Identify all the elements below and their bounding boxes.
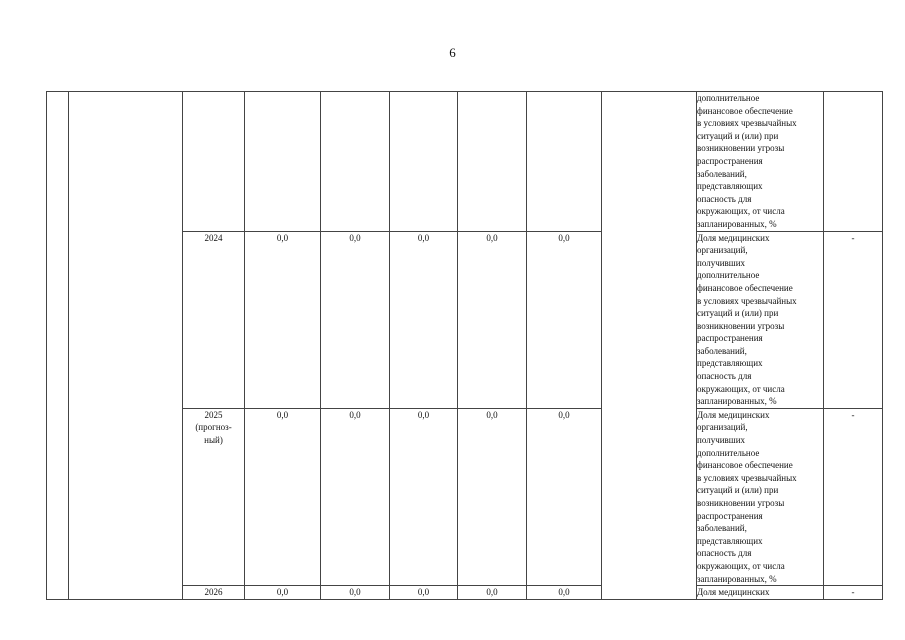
- cell-value: [458, 92, 527, 232]
- cell-number: [47, 92, 69, 600]
- cell-target: [824, 92, 883, 232]
- cell-value: 0,0: [321, 408, 390, 585]
- year-label: 2025 (прогноз- ный): [195, 409, 232, 446]
- cell-year: [183, 92, 245, 232]
- cell-year: [183, 586, 245, 600]
- cell-value: 0,0: [245, 586, 321, 600]
- year-label: 2026: [204, 587, 223, 598]
- cell-year: [183, 408, 245, 585]
- indicator-text: Доля медицинских организаций, получивших дополнительное финансовое обеспечение в условиях чрезвычайных ситуаций и (или) при возникновении угрозы распространения заболеваний, представляющих опасность для окружающих, от числа запланированных, %: [697, 232, 797, 407]
- cell-target: -: [824, 408, 883, 585]
- cell-value: 0,0: [458, 408, 527, 585]
- cell-value: 0,0: [321, 231, 390, 408]
- cell-year: [183, 231, 245, 408]
- cell-value: 0,0: [458, 231, 527, 408]
- cell-indicator: [697, 586, 824, 600]
- cell-value: 0,0: [321, 586, 390, 600]
- indicator-text: Доля медицинских: [697, 587, 770, 598]
- indicator-text: дополнительное финансовое обеспечение в условиях чрезвычайных ситуаций и (или) при возникновении угрозы распространения заболеваний, представляющих опасность для окружающих, от числа запланированных, %: [697, 93, 797, 229]
- cell-indicator: [697, 408, 824, 585]
- cell-value: 0,0: [390, 231, 458, 408]
- cell-indicator: [697, 231, 824, 408]
- indicator-text: Доля медицинских организаций, получивших дополнительное финансовое обеспечение в условиях чрезвычайных ситуаций и (или) при возникновении угрозы распространения заболеваний, представляющих опасность для окружающих, от числа запланированных, %: [697, 409, 797, 584]
- table-row: [47, 92, 883, 232]
- cell-target: -: [824, 586, 883, 600]
- cell-value: 0,0: [245, 231, 321, 408]
- cell-value: 0,0: [527, 586, 602, 600]
- cell-target: -: [824, 231, 883, 408]
- cell-executor: [602, 92, 697, 600]
- cell-value: 0,0: [527, 408, 602, 585]
- cell-value: 0,0: [245, 408, 321, 585]
- budget-table: [46, 91, 883, 600]
- year-label: 2024: [204, 232, 223, 243]
- cell-indicator: [697, 92, 824, 232]
- cell-event-name: [69, 92, 183, 600]
- cell-value: 0,0: [527, 231, 602, 408]
- cell-value: [321, 92, 390, 232]
- cell-value: 0,0: [390, 408, 458, 585]
- cell-value: [390, 92, 458, 232]
- cell-value: [527, 92, 602, 232]
- cell-value: 0,0: [390, 586, 458, 600]
- cell-value: [245, 92, 321, 232]
- page-number: 6: [449, 45, 456, 60]
- cell-value: 0,0: [458, 586, 527, 600]
